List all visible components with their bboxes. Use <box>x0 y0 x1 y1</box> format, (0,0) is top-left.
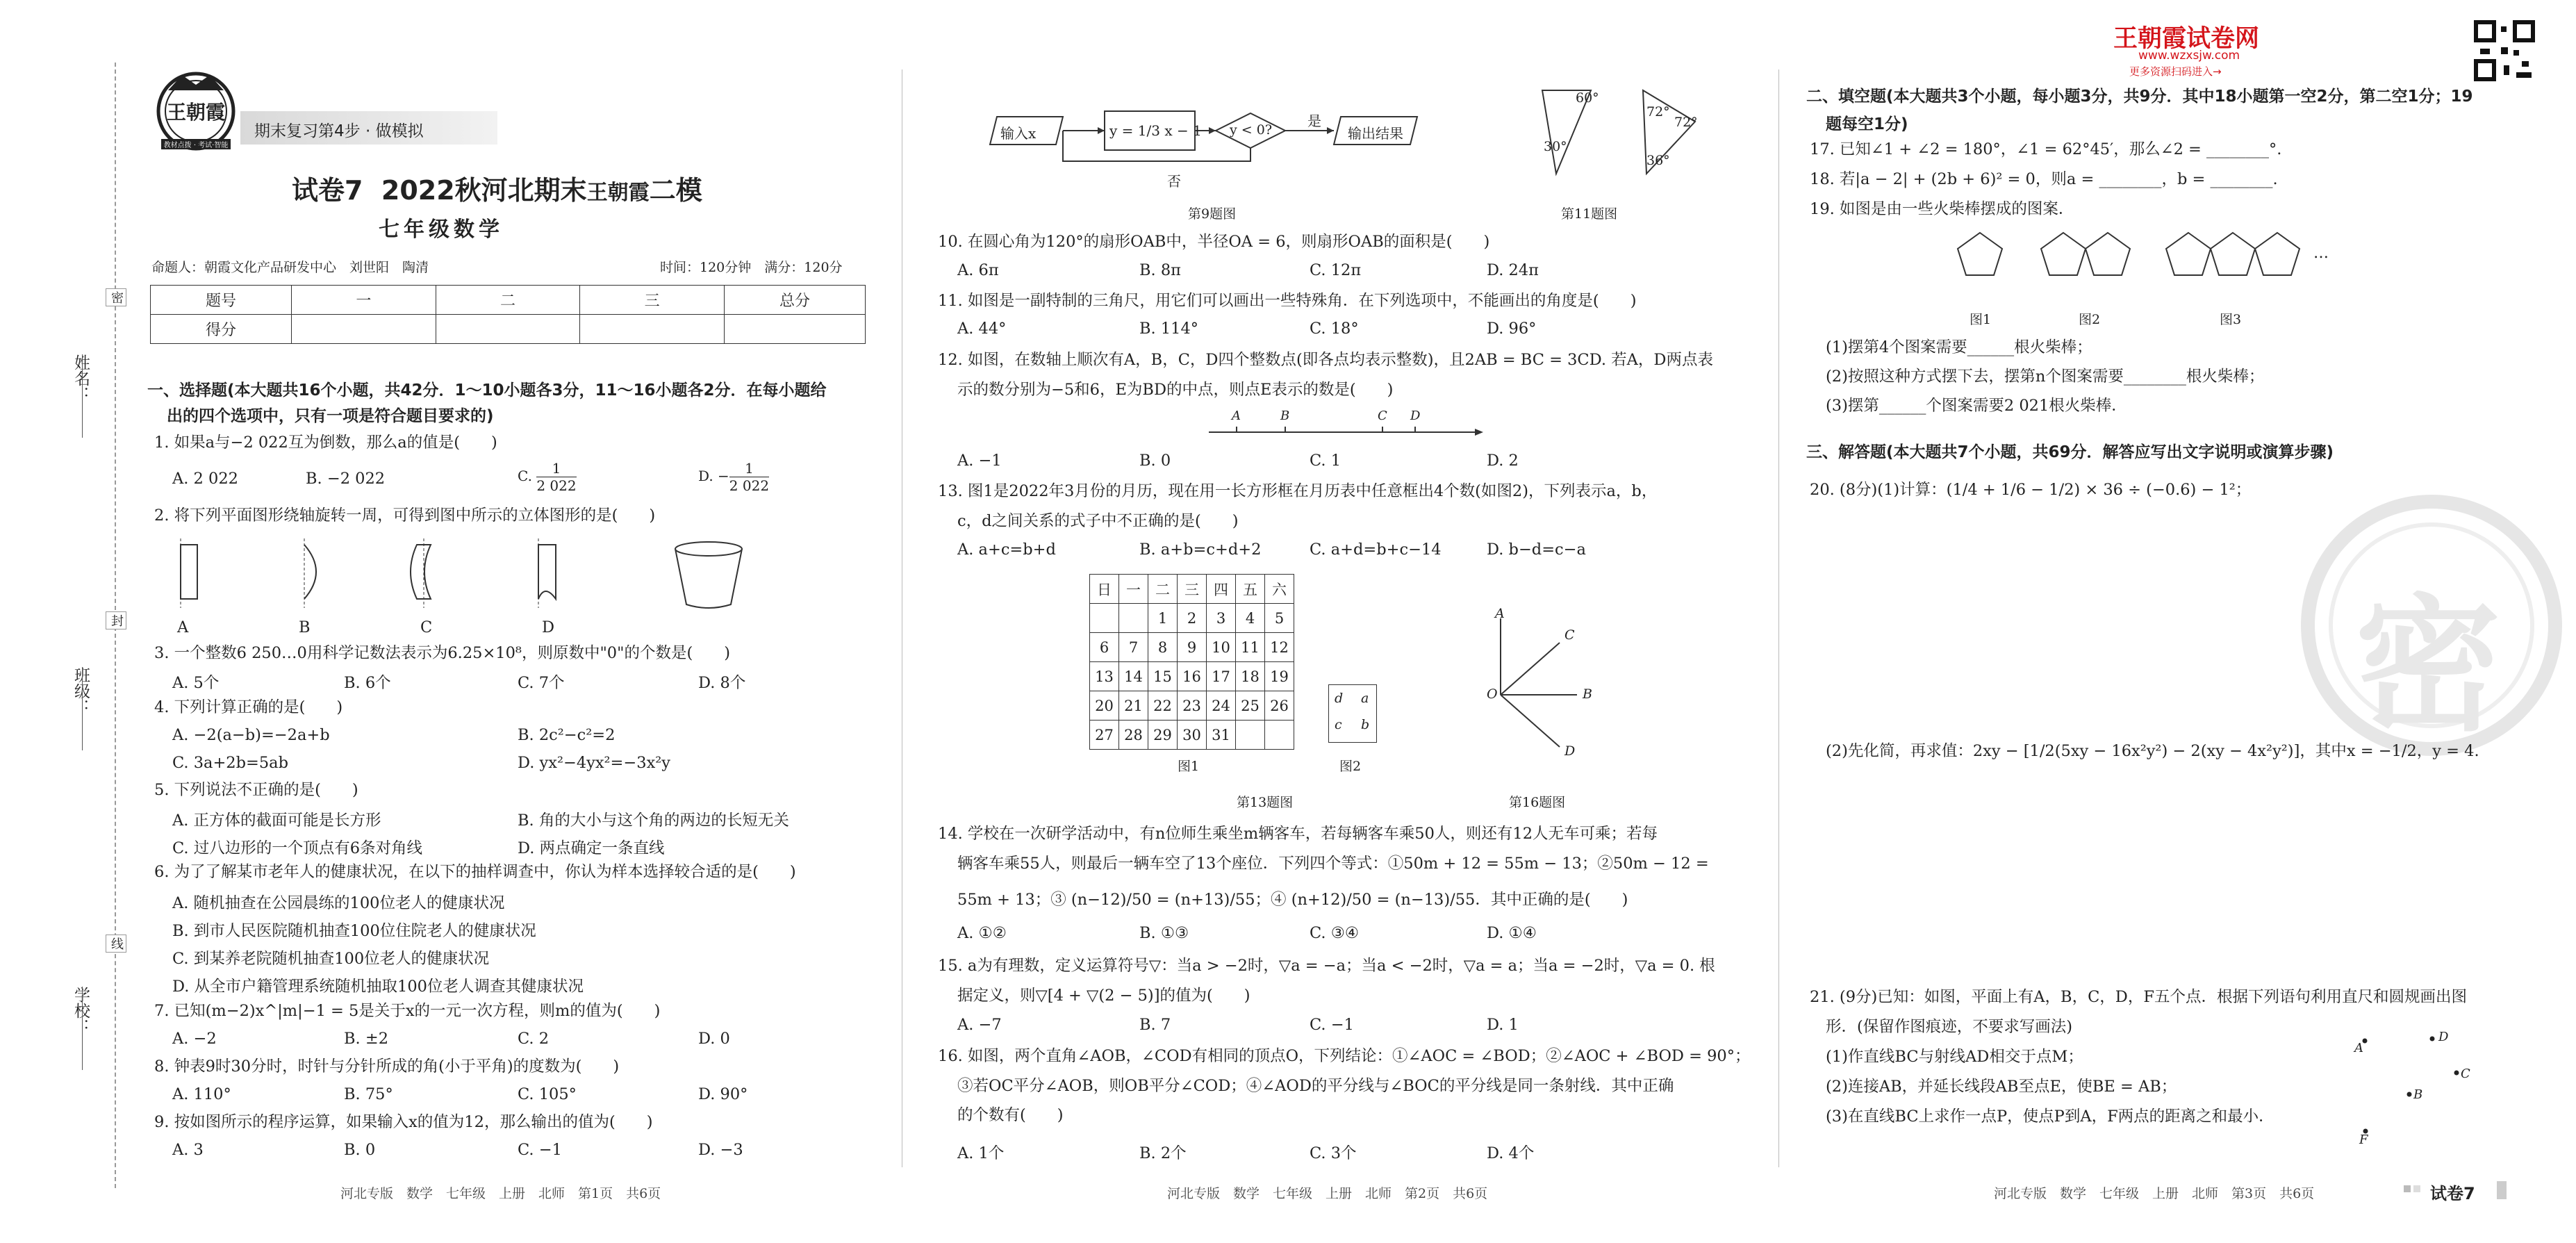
qr-code-icon[interactable] <box>2473 19 2536 82</box>
q12-opt: A. −1 <box>957 452 1002 470</box>
step-banner <box>240 111 497 145</box>
fig16-d: D <box>1564 743 1576 759</box>
q6-opt: B. 到市人民医院随机抽查100位住院老人的健康状况 <box>172 922 536 940</box>
q4-opt: D. yx²−4yx²=−3x²y <box>518 754 670 772</box>
q14-line2: 辆客车乘55人，则最后一辆车空了13个座位．下列四个等式：①50m + 12 = 55m − 13；②50m − 12 = <box>957 855 1709 873</box>
q21-line1: 21. (9分)已知：如图，平面上有A，B，C，D，F五个点．根据下列语句利用直尺和圆规画出图 <box>1810 988 2467 1006</box>
calendar-day: 6 <box>1090 633 1119 662</box>
q13-stem-2: c，d之间关系的式子中不正确的是( ) <box>957 512 1239 530</box>
calendar-day: 14 <box>1119 662 1148 691</box>
score-row-label: 得分 <box>151 315 292 344</box>
calendar-table <box>1089 574 1294 750</box>
fig13-2-caption: 图2 <box>1339 759 1362 774</box>
q7-opt: A. −2 <box>172 1030 217 1048</box>
watermark-text: 密 <box>2355 579 2502 751</box>
triangle-rulers <box>1521 83 1709 181</box>
q21-line2: 形．(保留作图痕迹，不要求写画法) <box>1826 1018 2073 1036</box>
calendar-day: 7 <box>1119 633 1148 662</box>
calendar-day <box>1265 721 1294 750</box>
q10-opt: D. 24π <box>1487 261 1539 279</box>
axis-point-d: D <box>1410 409 1421 423</box>
school-blank[interactable] <box>82 987 83 1070</box>
frame-d: d <box>1335 691 1344 706</box>
q8-opt: B. 75° <box>344 1085 393 1103</box>
calendar-day <box>1119 604 1148 633</box>
frame-c: c <box>1335 717 1342 732</box>
title-main: 2022秋河北期末 <box>381 175 587 206</box>
fig16-c: C <box>1564 627 1575 643</box>
section3-heading: 三、解答题(本大题共7个小题，共69分．解答应写出文字说明或演算步骤) <box>1806 443 2334 461</box>
q15-opt: D. 1 <box>1487 1016 1519 1034</box>
calendar-day: 15 <box>1148 662 1178 691</box>
q14-line1: 14. 学校在一次研学活动中，有n位师生乘坐m辆客车，若每辆客车乘50人，则还有12人无车可乘；若每 <box>938 825 1658 843</box>
q12-opt: B. 0 <box>1139 452 1171 470</box>
calendar-weekday: 六 <box>1265 575 1294 604</box>
matchstick-figures <box>1945 222 2306 306</box>
calendar-day: 31 <box>1207 721 1236 750</box>
fig19-2-caption: 图2 <box>2079 312 2101 327</box>
flow-output: 输出结果 <box>1348 125 1403 142</box>
q13-opt: D. b−d=c−a <box>1487 541 1586 559</box>
q19: 19. 如图是由一些火柴棒摆成的图案． <box>1810 200 2074 218</box>
calendar-day: 12 <box>1265 633 1294 662</box>
rect-frame <box>1328 684 1377 743</box>
name-blank[interactable] <box>82 354 83 438</box>
q13-opt: A. a+c=b+d <box>957 541 1056 559</box>
q14-opt: C. ③④ <box>1310 924 1360 942</box>
seal-mark-2: 封 <box>106 611 126 629</box>
q11-opt: D. 96° <box>1487 320 1537 338</box>
axis-point-b: B <box>1280 409 1290 423</box>
q11-opt: B. 114° <box>1139 320 1199 338</box>
pt-b: B <box>2413 1087 2423 1102</box>
q16-line3: 的个数有( ) <box>957 1106 1064 1124</box>
q10-opt: B. 8π <box>1139 261 1181 279</box>
q16-opt: D. 4个 <box>1487 1144 1535 1162</box>
flow-yes: 是 <box>1307 113 1321 129</box>
q11-stem: 11. 如图是一副特制的三角尺，用它们可以画出一些特殊角．在下列选项中，不能画出的角度是( ) <box>938 292 1637 310</box>
q2-figures <box>167 535 792 615</box>
q14-line3: 55m + 13；③ (n−12)/50 = (n+13)/55；④ (n+12)/50 = (n−13)/55．其中正确的是( ) <box>957 891 1628 909</box>
paper-title <box>292 169 702 207</box>
q8-opt: D. 90° <box>698 1085 748 1103</box>
title-brand: 王朝霞 <box>586 181 650 205</box>
calendar-day: 24 <box>1207 691 1236 721</box>
q20-part1: 20. (8分)(1)计算：(1/4 + 1/6 − 1/2) × 36 ÷ (−0.6) − 1²； <box>1810 481 2252 499</box>
fig16-a: A <box>1495 606 1505 621</box>
q7-stem: 7. 已知(m−2)x^|m|−1 = 5是关于x的一元一次方程，则m的值为( ) <box>154 1002 661 1020</box>
q2-stem: 2. 将下列平面图形绕轴旋转一周，可得到图中所示的立体图形的是( ) <box>154 507 656 525</box>
fig16-o: O <box>1487 686 1498 702</box>
score-header: 一 <box>292 286 436 315</box>
fig16-caption: 第16题图 <box>1509 795 1566 810</box>
q16-opt: A. 1个 <box>957 1144 1005 1162</box>
pt-d: D <box>2438 1030 2449 1044</box>
fig19-3-caption: 图3 <box>2220 312 2242 327</box>
q21-line4: (2)连接AB，并延长线段AB至点E，使BE = AB； <box>1826 1078 2177 1096</box>
calendar-day: 23 <box>1178 691 1207 721</box>
footer-page2: 河北专版 数学 七年级 上册 北师 第2页 共6页 <box>1167 1186 1488 1201</box>
paper-tag <box>2404 1180 2515 1201</box>
calendar-day <box>1236 721 1265 750</box>
q9-opt: B. 0 <box>344 1141 376 1159</box>
flow-input: 输入x <box>1000 125 1037 142</box>
q14-opt: A. ①② <box>957 924 1007 942</box>
q4-opt: C. 3a+2b=5ab <box>172 754 289 772</box>
fig11-caption: 第11题图 <box>1561 206 1618 222</box>
calendar-day: 25 <box>1236 691 1265 721</box>
q16-opt: B. 2个 <box>1139 1144 1187 1162</box>
q12-stem-2: 示的数分别为−5和6，E为BD的中点，则点E表示的数是( ) <box>957 381 1394 399</box>
q5-opt: C. 过八边形的一个顶点有6条对角线 <box>172 839 423 857</box>
site-logo-sub: 试卷网 <box>2186 25 2260 53</box>
flow-cond: y < 0? <box>1230 122 1273 138</box>
q3-opt: A. 5个 <box>172 674 220 692</box>
calendar-day: 4 <box>1236 604 1265 633</box>
calendar-weekday: 五 <box>1236 575 1265 604</box>
section2-heading: 二、填空题(本大题共3个小题，每小题3分，共9分．其中18小题第一空2分，第二空1分；19 <box>1806 88 2473 106</box>
footer-page1: 河北专版 数学 七年级 上册 北师 第1页 共6页 <box>340 1186 661 1201</box>
score-cell[interactable] <box>292 315 436 344</box>
calendar-weekday: 二 <box>1148 575 1178 604</box>
q6-opt: D. 从全市户籍管理系统随机抽取100位老人调查其健康状况 <box>172 978 584 996</box>
calendar-day: 3 <box>1207 604 1236 633</box>
calendar-weekday: 四 <box>1207 575 1236 604</box>
school-label: 学校： <box>72 987 90 1035</box>
seal-mark-1: 密 <box>106 288 126 306</box>
q16-line2: ③若OC平分∠AOB，则OB平分∠COD；④∠AOD的平分线与∠BOC的平分线是同一条射线．其中正确 <box>957 1077 1674 1095</box>
q5-opt: D. 两点确定一条直线 <box>518 839 665 857</box>
flow-formula: y = 1/3 x − 1 <box>1109 122 1202 139</box>
calendar-day: 26 <box>1265 691 1294 721</box>
seal-mark-3: 线 <box>106 935 126 953</box>
site-more: 更多资源扫码进入→ <box>2129 65 2222 78</box>
q21-line3: (1)作直线BC与射线AD相交于点M； <box>1826 1048 2083 1066</box>
pt-a: A <box>2354 1041 2363 1055</box>
q16-opt: C. 3个 <box>1310 1144 1357 1162</box>
q15-opt: C. −1 <box>1310 1016 1354 1034</box>
calendar-weekday: 三 <box>1178 575 1207 604</box>
class-blank[interactable] <box>82 667 83 750</box>
q6-opt: C. 到某养老院随机抽查100位老人的健康状况 <box>172 950 490 968</box>
q6-opt: A. 随机抽查在公园晨练的100位老人的健康状况 <box>172 894 505 912</box>
calendar-day: 9 <box>1178 633 1207 662</box>
calendar-day: 20 <box>1090 691 1119 721</box>
calendar-day: 1 <box>1148 604 1178 633</box>
q11-opt: A. 44° <box>957 320 1007 338</box>
section1-heading-2: 出的四个选项中，只有一项是符合题目要求的) <box>167 407 494 425</box>
q7-opt: B. ±2 <box>344 1030 389 1048</box>
q5-opt: A. 正方体的截面可能是长方形 <box>172 812 381 830</box>
score-header: 题号 <box>151 286 292 315</box>
calendar-day: 19 <box>1265 662 1294 691</box>
q15-line2: 据定义，则▽[4 + ▽(2 − 5)]的值为( ) <box>957 987 1250 1005</box>
q3-opt: B. 6个 <box>344 674 391 692</box>
q1-stem: 1. 如果a与−2 022互为倒数，那么a的值是( ) <box>154 434 497 452</box>
authors: 命题人：朝霞文化产品研发中心 刘世阳 陶清 <box>151 260 429 275</box>
q3-opt: C. 7个 <box>518 674 565 692</box>
fig19-ellipsis: … <box>2313 245 2329 262</box>
calendar-day: 21 <box>1119 691 1148 721</box>
calendar-weekday: 日 <box>1090 575 1119 604</box>
q10-opt: A. 6π <box>957 261 999 279</box>
axis-point-c: C <box>1378 409 1387 423</box>
q4-opt: B. 2c²−c²=2 <box>518 726 616 744</box>
name-label: 姓名： <box>72 354 90 402</box>
step-text: 期末复习第4步 · 做模拟 <box>254 122 424 140</box>
q5-opt: B. 角的大小与这个角的两边的长短无关 <box>518 812 789 830</box>
calendar-day: 28 <box>1119 721 1148 750</box>
q7-opt: C. 2 <box>518 1030 550 1048</box>
q9-opt: D. −3 <box>698 1141 743 1159</box>
fig9-caption: 第9题图 <box>1188 206 1237 222</box>
q8-stem: 8. 钟表9时30分时，时针与分针所成的角(小于平角)的度数为( ) <box>154 1057 620 1076</box>
q3-stem: 3. 一个整数6 250…0用科学记数法表示为6.25×10⁸，则原数中"0"的个数是( ) <box>154 644 731 662</box>
q3-opt: D. 8个 <box>698 674 746 692</box>
axis-point-a: A <box>1232 409 1241 423</box>
calendar-day: 13 <box>1090 662 1119 691</box>
q20-part2: (2)先化简，再求值：2xy − [1/2(5xy − 16x²y²) − 2(xy − 4x²y²)]，其中x = −1/2，y = 4. <box>1826 742 2479 760</box>
badge-sub: 教材点拨 · 考试·智能 <box>161 139 231 149</box>
q15-opt: B. 7 <box>1139 1016 1171 1034</box>
q12-stem: 12. 如图，在数轴上顺次有A，B，C，D四个整数点(即各点均表示整数)，且2AB = BC = 3CD. 若A，D两点表 <box>938 351 1713 369</box>
subtitle: 七年级数学 <box>379 217 504 242</box>
calendar-weekday: 一 <box>1119 575 1148 604</box>
section2-heading-2: 题每空1分) <box>1826 115 1908 133</box>
q9-opt: C. −1 <box>518 1141 562 1159</box>
calendar-day: 8 <box>1148 633 1178 662</box>
angle-figure <box>1480 604 1619 764</box>
fig13-caption: 第13题图 <box>1237 795 1294 810</box>
q9-opt: A. 3 <box>172 1141 204 1159</box>
score-header: 总分 <box>725 286 866 315</box>
q14-opt: B. ①③ <box>1139 924 1189 942</box>
q8-opt: A. 110° <box>172 1085 231 1103</box>
q14-opt: D. ①④ <box>1487 924 1537 942</box>
q17: 17. 已知∠1 + ∠2 = 180°，∠1 = 62°45′，那么∠2 = ________°. <box>1810 140 2282 158</box>
score-header: 二 <box>436 286 580 315</box>
q2-opt: A <box>177 618 189 636</box>
calendar-day: 27 <box>1090 721 1119 750</box>
q13-opt: B. a+b=c+d+2 <box>1139 541 1262 559</box>
q15-line1: 15. a为有理数，定义运算符号▽：当a > −2时，▽a = −a；当a < −2时，▽a = a；当a = −2时，▽a = 0. 根 <box>938 957 1715 975</box>
q8-opt: C. 105° <box>518 1085 577 1103</box>
angle-72a: 72° <box>1646 104 1670 120</box>
q10-stem: 10. 在圆心角为120°的扇形OAB中，半径OA = 6，则扇形OAB的面积是( ) <box>938 233 1490 251</box>
title-prefix: 试卷7 <box>292 175 363 206</box>
footer-page3: 河北专版 数学 七年级 上册 北师 第3页 共6页 <box>1994 1186 2315 1201</box>
calendar-day: 29 <box>1148 721 1178 750</box>
site-url[interactable]: www.wzxsjw.com <box>2138 49 2240 63</box>
q7-opt: D. 0 <box>698 1030 730 1048</box>
score-cell[interactable] <box>725 315 866 344</box>
brand-badge <box>154 69 238 153</box>
calendar-day: 16 <box>1178 662 1207 691</box>
q16-line1: 16. 如图，两个直角∠AOB，∠COD有相同的顶点O，下列结论：①∠AOC = ∠BOD；②∠AOC + ∠BOD = 90°； <box>938 1047 1751 1065</box>
q1-opt: A. 2 022 <box>172 470 238 488</box>
time-score: 时间：120分钟 满分：120分 <box>660 260 843 275</box>
q9-stem: 9. 按如图所示的程序运算，如果输入x的值为12，那么输出的值为( ) <box>154 1113 653 1131</box>
title-suffix: 二模 <box>649 175 702 206</box>
site-logo-brand: 王朝霞 <box>2113 25 2187 53</box>
angle-36: 36° <box>1646 153 1670 168</box>
q2-opt: C <box>420 618 433 636</box>
angle-30: 30° <box>1544 139 1567 154</box>
score-cell[interactable] <box>580 315 725 344</box>
calendar-day: 10 <box>1207 633 1236 662</box>
score-table <box>150 285 866 344</box>
class-label: 班级： <box>72 667 90 715</box>
q19-1: (1)摆第4个图案需要______根火柴棒； <box>1826 338 2092 356</box>
q13-stem: 13. 图1是2022年3月份的月历，现在用一长方形框在月历表中任意框出4个数(如图2)，下列表示a，b， <box>938 482 1658 500</box>
fig16-b: B <box>1583 686 1592 702</box>
q6-stem: 6. 为了了解某市老年人的健康状况，在以下的抽样调查中，你认为样本选择较合适的是( ) <box>154 863 796 881</box>
calendar-day: 18 <box>1236 662 1265 691</box>
q11-opt: C. 18° <box>1310 320 1359 338</box>
fig13-1-caption: 图1 <box>1178 759 1200 774</box>
q12-opt: C. 1 <box>1310 452 1341 470</box>
page-separator-2 <box>1778 69 1779 1167</box>
calendar-day: 2 <box>1178 604 1207 633</box>
angle-60: 60° <box>1576 90 1599 106</box>
pt-f: F <box>2359 1133 2368 1147</box>
q1-opt: D. − $\frac{1}{2 022}$ <box>698 460 770 494</box>
calendar-day <box>1090 604 1119 633</box>
calendar-day: 17 <box>1207 662 1236 691</box>
calendar-day: 5 <box>1265 604 1294 633</box>
q15-opt: A. −7 <box>957 1016 1002 1034</box>
calendar-day: 11 <box>1236 633 1265 662</box>
flow-no: 否 <box>1167 173 1181 190</box>
q1-opt: B. −2 022 <box>306 470 386 488</box>
fig19-1-caption: 图1 <box>1970 312 1992 327</box>
frame-b: b <box>1361 717 1370 732</box>
q19-2: (2)按照这种方式摆下去，摆第n个图案需要________根火柴棒； <box>1826 368 2265 386</box>
score-cell[interactable] <box>436 315 580 344</box>
frame-a: a <box>1361 691 1369 706</box>
q12-opt: D. 2 <box>1487 452 1519 470</box>
q10-opt: C. 12π <box>1310 261 1362 279</box>
q2-opt: B <box>299 618 311 636</box>
score-header: 三 <box>580 286 725 315</box>
section1-heading: 一、选择题(本大题共16个小题，共42分．1～10小题各3分，11～16小题各2分．在每小题给 <box>147 381 827 400</box>
q21-line5: (3)在直线BC上求作一点P，使点P到A，F两点的距离之和最小． <box>1826 1108 2274 1126</box>
q4-stem: 4. 下列计算正确的是( ) <box>154 698 343 716</box>
badge-brand: 王朝霞 <box>167 101 226 124</box>
q18: 18. 若|a − 2| + (2b + 6)² = 0，则a = ________，b = ________. <box>1810 170 2278 188</box>
angle-72b: 72° <box>1674 115 1698 130</box>
q1-opt: C. $\frac{1}{2 022}$ <box>518 460 577 494</box>
q4-opt: A. −2(a−b)=−2a+b <box>172 726 330 744</box>
calendar-day: 22 <box>1148 691 1178 721</box>
q2-opt: D <box>542 618 555 636</box>
q19-3: (3)摆第______个图案需要2 021根火柴棒． <box>1826 397 2127 415</box>
number-line <box>1209 411 1487 446</box>
paper-tag-text: 试卷7 <box>2430 1184 2475 1203</box>
q13-opt: C. a+d=b+c−14 <box>1310 541 1442 559</box>
calendar-day: 30 <box>1178 721 1207 750</box>
q5-stem: 5. 下列说法不正确的是( ) <box>154 781 358 799</box>
pt-c: C <box>2461 1067 2470 1081</box>
